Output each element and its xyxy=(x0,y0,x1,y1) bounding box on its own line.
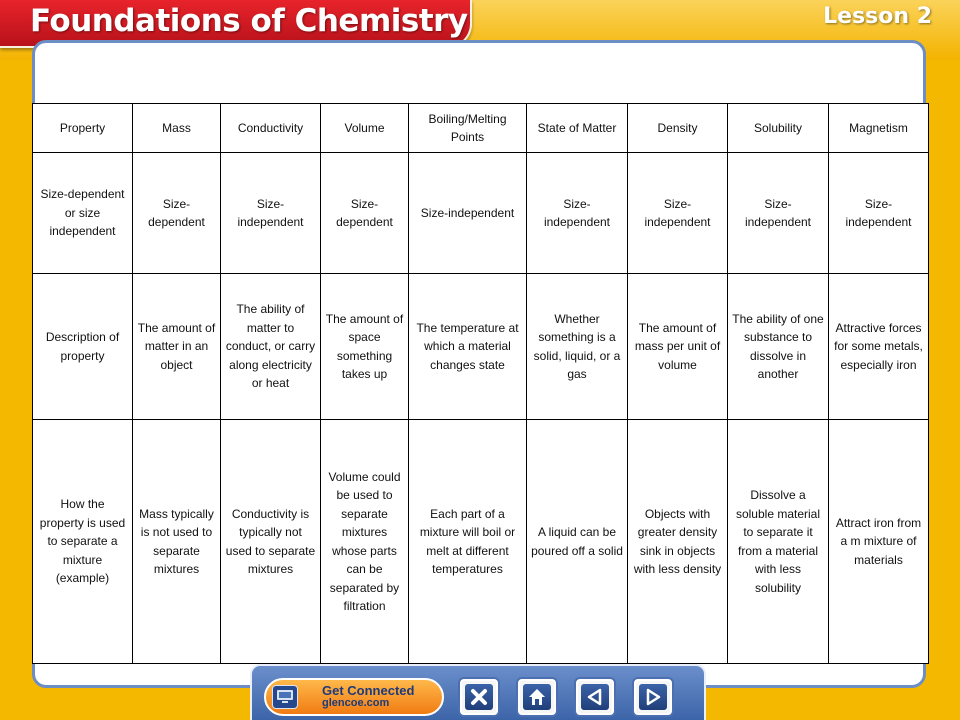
table-header-cell: Conductivity xyxy=(221,104,321,153)
table-cell: How the property is used to separate a mixture (example) xyxy=(33,420,133,664)
glencoe-link[interactable]: glencoe.com xyxy=(322,697,390,709)
table-cell: A liquid can be poured off a solid xyxy=(527,420,628,664)
table-cell: The amount of matter in an object xyxy=(133,274,221,420)
table-cell: Size-independent xyxy=(409,153,527,274)
table-cell: The temperature at which a material changes state xyxy=(409,274,527,420)
forward-arrow-icon xyxy=(639,684,667,710)
table-row xyxy=(33,420,929,664)
lesson-label: Lesson 2 xyxy=(823,4,932,29)
get-connected-button[interactable] xyxy=(264,678,444,716)
table-cell: Description of property xyxy=(33,274,133,420)
table-row xyxy=(33,104,929,153)
properties-table xyxy=(32,103,929,664)
table-cell: Size-dependent or size independent xyxy=(33,153,133,274)
back-arrow-icon xyxy=(581,684,609,710)
table-row xyxy=(33,274,929,420)
table-cell: The ability of matter to conduct, or carry along electricity or heat xyxy=(221,274,321,420)
forward-button[interactable] xyxy=(634,679,672,715)
slide-title: Foundations of Chemistry xyxy=(30,3,468,39)
table-header-cell: Boiling/Melting Points xyxy=(409,104,527,153)
table-cell: Size-dependent xyxy=(321,153,409,274)
table-row xyxy=(33,153,929,274)
table-cell: Mass typically is not used to separate mixtures xyxy=(133,420,221,664)
table-cell: Size-independent xyxy=(527,153,628,274)
close-button[interactable] xyxy=(460,679,498,715)
table-body xyxy=(33,104,929,664)
table-cell: Size-independent xyxy=(628,153,728,274)
table-header-cell: Magnetism xyxy=(829,104,929,153)
table-cell: Whether something is a solid, liquid, or a gas xyxy=(527,274,628,420)
get-connected-label: Get Connected xyxy=(322,683,415,698)
table-cell: Each part of a mixture will boil or melt at different temperatures xyxy=(409,420,527,664)
table-header-cell: Solubility xyxy=(728,104,829,153)
table-cell: Size-dependent xyxy=(133,153,221,274)
table-cell: Dissolve a soluble material to separate it from a material with less solubility xyxy=(728,420,829,664)
table-cell: Attract iron from a m mixture of materials xyxy=(829,420,929,664)
table-cell: The ability of one substance to dissolve in another xyxy=(728,274,829,420)
close-icon xyxy=(465,684,493,710)
back-button[interactable] xyxy=(576,679,614,715)
table-header-cell: Mass xyxy=(133,104,221,153)
table-cell: Size-independent xyxy=(829,153,929,274)
table-header-cell: Density xyxy=(628,104,728,153)
table-header-cell: Property xyxy=(33,104,133,153)
home-button[interactable] xyxy=(518,679,556,715)
table-cell: Objects with greater density sink in objects with less density xyxy=(628,420,728,664)
get-connected-text xyxy=(322,684,414,710)
table-cell: Size-independent xyxy=(221,153,321,274)
table-cell: The amount of mass per unit of volume xyxy=(628,274,728,420)
table-header-cell: Volume xyxy=(321,104,409,153)
table-cell: The amount of space something takes up xyxy=(321,274,409,420)
table-header-cell: State of Matter xyxy=(527,104,628,153)
resources-icon xyxy=(272,685,298,709)
table-cell: Conductivity is typically not used to separate mixtures xyxy=(221,420,321,664)
table-cell: Attractive forces for some metals, especially iron xyxy=(829,274,929,420)
home-icon xyxy=(523,684,551,710)
table-cell: Size-independent xyxy=(728,153,829,274)
table-cell: Volume could be used to separate mixtures whose parts can be separated by filtration xyxy=(321,420,409,664)
